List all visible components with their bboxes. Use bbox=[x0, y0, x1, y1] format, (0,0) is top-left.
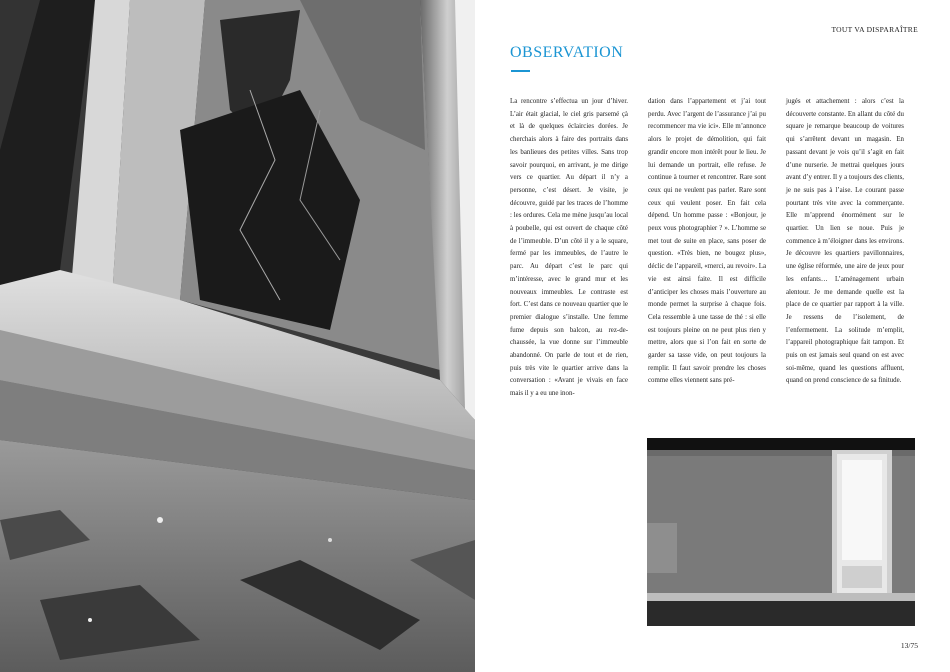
text-column-3: jugés et attachement : alors c’est la découverte constante. En allant du côté du square je remarque beaucoup de voitures qui s’arrêtent devant un magasin. En passant devant je vois qu’il s’agit en fait d’une nurserie. Je mettrai quelques jours avant d’y entrer. Il y a toujours des clients, je ne suis pas à l’aise. Le courant passe pourtant très vite avec la commerçante. Elle m’apprend énormément sur le quartier. Un lien se noue. Puis je commence à m’éloigner dans les environs. Je découvre les quartiers pavillonnaires, une église réformée, une aire de jeux pour les enfants… L’aménagement urbain alentour. Je me demande quelle est la place de ce quartier par rapport à la ville. Je ressens de l’isolement, de l’enfermement. La solitude m’emplit, l’appareil photographique fait tampon. Et puis on est jamais seul quand on est avec soi-même, quand les questions affluent, quand on prend conscience de sa finitude. bbox=[786, 98, 904, 385]
page-title: OBSERVATION bbox=[510, 44, 624, 61]
right-page bbox=[475, 0, 950, 672]
running-header: TOUT VA DISPARAÎTRE bbox=[831, 25, 918, 34]
page-number: 13/75 bbox=[900, 641, 918, 650]
text-column-2: dation dans l’appartement et j’ai tout perdu. Avec l’argent de l’assurance j’ai pu recommencer ma vie ici». Elle m’annonce alors le projet de démolition, qui fait grandir encore mon intérêt pour le lieu. Je lui demande un portrait, elle refuse. Je continue à tourner et rencontrer. Rare sont ceux qui ne veulent pas parler. Rare sont ceux qui veulent poser. En fait cela dépend. Un homme passe : «Bonjour, je peux vous photographier ? ». L’homme se met tout de suite en place, sans poser de question. «Très bien, ne bougez plus», déclic de l’appareil, «merci, au revoir». La vie est ainsi faite. Il est difficile d’anticiper les choses mais l’ouverture au monde permet la surprise à chaque fois. Cela ressemble à une tasse de thé : si elle est toujours pleine on ne peut plus rien y mettre, alors que si l’on fait en sorte de garder sa tasse vide, on peut toujours la remplir. Il faut savoir prendre les choses comme elles viennent sans pré- bbox=[648, 98, 766, 385]
building-door-photo bbox=[647, 438, 915, 626]
text-column-1: La rencontre s’effectua un jour d’hiver. L’air était glacial, le ciel gris parsemé çà et là de quelques éclaircies dorées. Je cherchais alors à faire des portraits dans les banlieues des petites villes. Sans trop savoir pourquoi, en arrivant, je me dirige vers ce quartier. Au départ il n’y a personne, c’est désert. Je visite, je découvre, guidé par les traces de l’homme : les ordures. Cela me mène jusqu’au local à poubelle, qui est ouvert de chaque côté de l’immeuble. D’un côté il y a le square, fermé par les immeubles, de l’autre le parc. Au départ c’est le parc qui m’intéresse, avec le grand mur et les nouveaux immeubles. Le contraste est fort. C’est dans ce nouveau quartier que le premier dialogue s’installe. Une femme fume depuis son balcon, au rez-de-chaussée, la vue donne sur l’immeuble abandonné. On parle de tout et de rien, puis très vite le quartier arrive dans la conversation : «Avant je vivais en face mais il y a eu une inon- bbox=[510, 98, 628, 398]
building-door-photo-graphic bbox=[647, 438, 915, 626]
title-rule bbox=[511, 70, 530, 72]
